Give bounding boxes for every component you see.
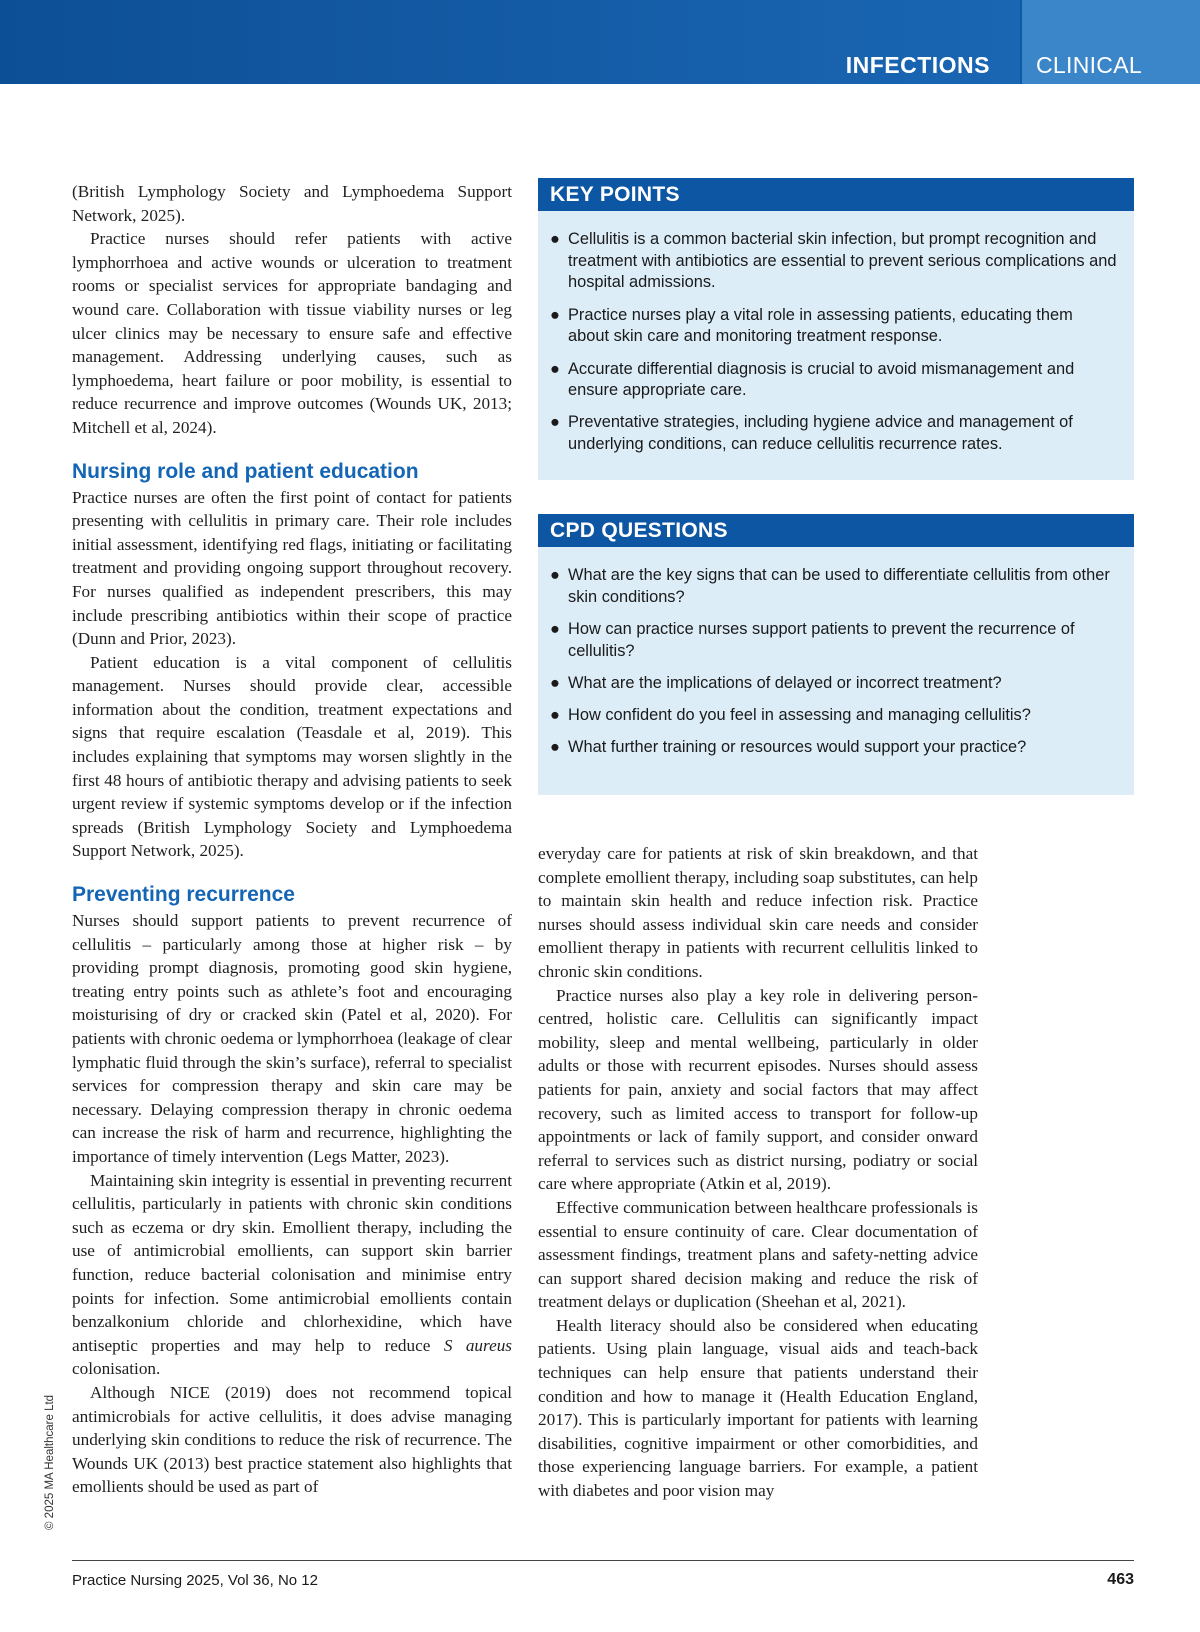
list-item [550, 412, 1118, 455]
copyright-notice: © 2025 MA Healthcare Ltd [44, 1394, 56, 1530]
bullet-icon: ● [550, 566, 560, 584]
paragraph: Patient education is a vital component of cellulitis management. Nurses should provide clear, accessible information about the condition, treatment expectations and signs that require escalation (Teasdale et al, 2019). This includes explaining that symptoms may worsen slightly in the first 48 hours of antibiotic therapy and advising patients to seek urgent review if systemic symptoms develop or if the infection spreads (British Lymphology Society and Lymphoedema Support Network, 2025). [72, 652, 512, 861]
category-label: CLINICAL [1036, 52, 1142, 78]
bullet-icon: ● [550, 738, 560, 757]
list-item-text: How can practice nurses support patients to prevent the recurrence of cellulitis? [568, 619, 1075, 660]
paragraph: Effective communication between healthcare professionals is essential to ensure continuity of care. Clear documentation of assessment findings, treatment plans and safety-netting advice can support shared decision making and reduce the risk of treatment delays or duplication (Sheehan et al, 2021). [538, 1197, 978, 1312]
paragraph: (British Lymphology Society and Lymphoedema Support Network, 2025). [72, 182, 512, 225]
paragraph: Practice nurses also play a key role in delivering person-centred, holistic care. Cellulitis can significantly impact mobility, sleep and mental wellbeing, particularly in older adults or those with recurrent episodes. Nurses should assess patients for pain, anxiety and social factors that may affect recovery, such as limited access to transport for follow-up appointments or lack of family support, and consider onward referral to services such as district nursing, podiatry or social care where appropriate (Atkin et al, 2019). [538, 985, 978, 1194]
key-points-title: KEY POINTS [538, 178, 1134, 211]
list-item [550, 737, 1118, 759]
key-points-list [538, 211, 1134, 456]
bullet-icon: ● [550, 305, 560, 324]
paragraph: everyday care for patients at risk of skin breakdown, and that complete emollient therapy, including soap substitutes, can help to maintain skin health and reduce infection risk. Practice nurses should assess individual skin care needs and consider emollient therapy in patients with recurrent cellulitis linked to chronic skin conditions. [538, 844, 978, 981]
list-item-text: Accurate differential diagnosis is crucial to avoid mismanagement and ensure appropriate care. [568, 359, 1075, 400]
section-heading-preventing-recurrence: Preventing recurrence [72, 883, 295, 907]
journal-citation: Practice Nursing 2025, Vol 36, No 12 [72, 1572, 318, 1589]
footer-divider [72, 1560, 1134, 1561]
list-item [550, 565, 1118, 608]
section-heading-nursing-role: Nursing role and patient education [72, 459, 419, 483]
page-number: 463 [1107, 1571, 1134, 1588]
cpd-questions-list [538, 547, 1134, 759]
list-item-text: What are the key signs that can be used to differentiate cellulitis from other skin conditions? [568, 566, 1110, 606]
list-item-text: What are the implications of delayed or incorrect treatment? [568, 673, 1002, 692]
paragraph [72, 1169, 512, 1381]
header-bar [0, 0, 1200, 84]
list-item-text: Practice nurses play a vital role in assessing patients, educating them about skin care and monitoring treatment response. [568, 305, 1073, 346]
italic-term: S aureus [443, 1335, 512, 1355]
bullet-icon: ● [550, 619, 560, 638]
bullet-icon: ● [550, 673, 560, 692]
cpd-questions-title: CPD QUESTIONS [538, 514, 1134, 547]
list-item [550, 673, 1118, 695]
cpd-questions-box [538, 514, 1134, 795]
list-item [550, 359, 1118, 402]
paragraph: Although NICE (2019) does not recommend topical antimicrobials for active cellulitis, it does advise managing underlying skin conditions to reduce the risk of recurrence. The Wounds UK (2013) best practice statement also highlights that emollients should be used as part of [72, 1382, 512, 1497]
bullet-icon: ● [550, 706, 560, 725]
right-column [538, 842, 978, 1503]
paragraph: Nurses should support patients to prevent recurrence of cellulitis – particularly among those at higher risk – by providing prompt diagnosis, promoting good skin hygiene, treating entry points such as athlete’s foot and encouraging moisturising of dry or cracked skin (Patel et al, 2020). For patients with chronic oedema or lymphorrhoea (leakage of clear lymphatic fluid through the skin’s surface), referral to specialist services for compression therapy and skin care may be necessary. Delaying compression therapy in chronic oedema can increase the risk of harm and recurrence, highlighting the importance of timely intervention (Legs Matter, 2023). [72, 911, 513, 1166]
bullet-icon: ● [550, 413, 560, 432]
paragraph: Health literacy should also be considered when educating patients. Using plain language, visual aids and teach-back techniques can help ensure that patients understand their condition and how to manage it (Health Education England, 2017). This is particularly important for patients with learning disabilities, cognitive impairment or other comorbidities, and those experiencing language barriers. For example, a patient with diabetes and poor vision may [538, 1315, 978, 1501]
list-item [550, 705, 1118, 727]
section-label: INFECTIONS [845, 52, 990, 78]
text-run: Maintaining skin integrity is essential in preventing recurrent cellulitis, particularly in patients with chronic skin conditions such as eczema or dry skin. Emollient therapy, including the use of antimicrobial emollients, can support skin barrier function, reduce bacterial colonisation and minimise entry points for infection. Some antimicrobial emollients contain benzalkonium chloride and chlorhexidine, which have antiseptic properties and may help to reduce [72, 1170, 512, 1355]
list-item-text: Preventative strategies, including hygiene advice and management of underlying conditions, can reduce cellulitis recurrence rates. [568, 413, 1073, 454]
list-item [550, 619, 1118, 662]
key-points-box [538, 178, 1134, 480]
list-item-text: Cellulitis is a common bacterial skin infection, but prompt recognition and treatment with antibiotics are essential to prevent serious complications and hospital admissions. [568, 230, 1117, 292]
bullet-icon: ● [550, 230, 560, 248]
paragraph: Practice nurses are often the first point of contact for patients presenting with cellulitis in primary care. Their role includes initial assessment, identifying red flags, initiating or facilitating treatment and providing ongoing support throughout recovery. For nurses qualified as independent prescribers, this may include prescribing antibiotics within their scope of practice (Dunn and Prior, 2023). [72, 487, 512, 649]
list-item-text: What further training or resources would support your practice? [568, 738, 1027, 757]
text-run: colonisation. [72, 1359, 161, 1379]
list-item [550, 229, 1118, 294]
list-item [550, 305, 1118, 348]
list-item-text: How confident do you feel in assessing and managing cellulitis? [568, 706, 1031, 725]
left-column [72, 180, 512, 1499]
paragraph: Practice nurses should refer patients with active lymphorrhoea and active wounds or ulceration to treatment rooms or specialist services for appropriate bandaging and wound care. Collaboration with tissue viability nurses or leg ulcer clinics may be necessary to ensure safe and effective management. Addressing underlying causes, such as lymphoedema, heart failure or poor mobility, is essential to reduce recurrence and improve outcomes (Wounds UK, 2013; Mitchell et al, 2024). [72, 229, 512, 437]
bullet-icon: ● [550, 359, 560, 378]
